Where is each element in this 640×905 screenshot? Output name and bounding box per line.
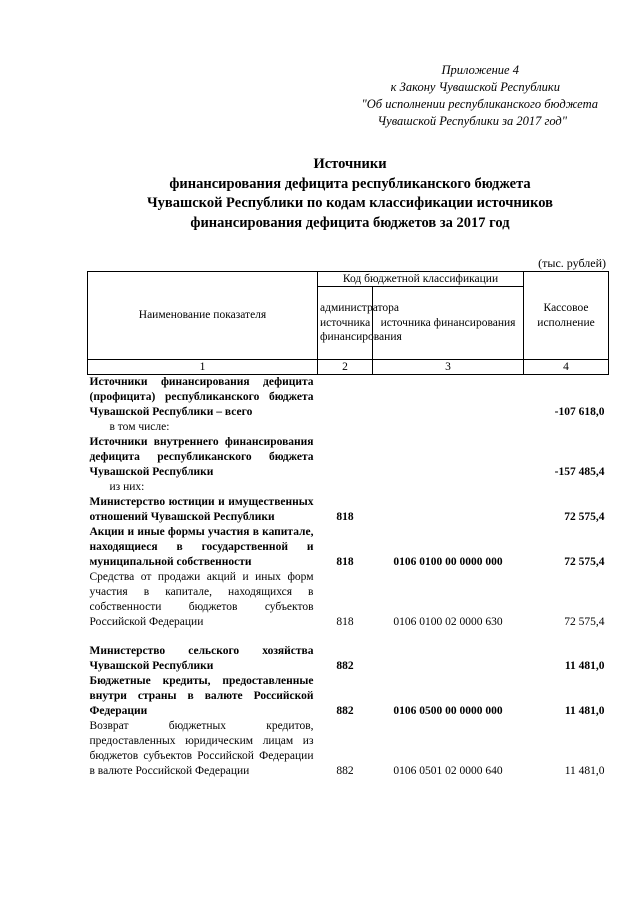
row-name: Источники внутреннего финансирования дефицита республиканского бюджета Чувашской Республики bbox=[89, 436, 314, 478]
table-row bbox=[88, 495, 609, 525]
row-admin-code: 818 bbox=[336, 616, 354, 628]
row-name: Бюджетные кредиты, предоставленные внутри страны в валюте Российской Федерации bbox=[89, 675, 314, 717]
table-row bbox=[88, 525, 609, 570]
row-name: Источники финансирования дефицита (профицита) республиканского бюджета Чувашской Республики – всего bbox=[89, 376, 314, 418]
row-cash-value bbox=[524, 420, 609, 435]
row-source-code bbox=[373, 435, 524, 480]
header-budget-code: Код бюджетной классификации bbox=[318, 272, 524, 287]
row-source-code bbox=[373, 480, 524, 495]
header-name: Наименование показателя bbox=[88, 272, 318, 360]
row-cash-value bbox=[524, 480, 609, 495]
row-name: Возврат бюджетных кредитов, предоставленных юридическим лицам из бюджетов субъектов Российской Федерации в валюте Российской Федерации bbox=[89, 720, 314, 777]
row-admin-code bbox=[318, 480, 373, 495]
table-row bbox=[88, 570, 609, 630]
row-source-code bbox=[373, 495, 524, 525]
table-row bbox=[88, 719, 609, 779]
row-cash-value: -107 618,0 bbox=[554, 406, 605, 418]
appendix-block bbox=[320, 62, 598, 130]
row-source-code bbox=[373, 644, 524, 674]
row-cash-value: 11 481,0 bbox=[564, 705, 605, 717]
header-admin: администратора источника финансирования bbox=[318, 287, 373, 360]
col-number-3: 3 bbox=[373, 360, 524, 375]
units-label: (тыс. рублей) bbox=[538, 256, 606, 270]
title-line-4: финансирования дефицита бюджетов за 2017 год bbox=[190, 214, 510, 231]
row-admin-code bbox=[318, 435, 373, 480]
document-title bbox=[80, 155, 620, 233]
financing-table bbox=[87, 271, 609, 779]
row-admin-code: 882 bbox=[336, 765, 354, 777]
row-source-code: 0106 0500 00 0000 000 bbox=[393, 705, 503, 717]
row-name: из них: bbox=[109, 481, 145, 493]
title-line-2: финансирования дефицита республиканского бюджета bbox=[169, 175, 531, 192]
row-name: в том числе: bbox=[109, 421, 170, 433]
row-admin-code bbox=[318, 420, 373, 435]
col-number-4: 4 bbox=[524, 360, 609, 375]
appendix-line-1: Приложение 4 bbox=[441, 63, 519, 77]
col-number-1: 1 bbox=[88, 360, 318, 375]
row-cash-value: 11 481,0 bbox=[564, 660, 605, 672]
row-admin-code: 882 bbox=[336, 660, 354, 672]
table-row bbox=[88, 435, 609, 480]
appendix-line-2: к Закону Чувашской Республики bbox=[390, 80, 560, 94]
row-cash-value: 72 575,4 bbox=[564, 556, 605, 568]
table-row bbox=[88, 644, 609, 674]
row-cash-value: -157 485,4 bbox=[554, 466, 605, 478]
row-source-code bbox=[373, 375, 524, 421]
header-cash: Кассовое исполнение bbox=[524, 272, 609, 360]
appendix-line-4: Чувашской Республики за 2017 год" bbox=[377, 114, 567, 128]
row-cash-value: 72 575,4 bbox=[564, 616, 605, 628]
table-row bbox=[88, 674, 609, 719]
col-number-2: 2 bbox=[318, 360, 373, 375]
header-source: источника финансирования bbox=[373, 287, 524, 360]
row-name: Министерство сельского хозяйства Чувашской Республики bbox=[89, 645, 314, 672]
row-source-code: 0106 0100 02 0000 630 bbox=[393, 616, 503, 628]
row-name: Министерство юстиции и имущественных отношений Чувашской Республики bbox=[89, 496, 314, 523]
row-admin-code: 818 bbox=[336, 511, 354, 523]
table-row bbox=[88, 375, 609, 421]
row-cash-value: 11 481,0 bbox=[564, 765, 605, 777]
appendix-line-3: "Об исполнении республиканского бюджета bbox=[361, 97, 598, 111]
row-source-code: 0106 0100 00 0000 000 bbox=[393, 556, 503, 568]
row-cash-value: 72 575,4 bbox=[564, 511, 605, 523]
table-row bbox=[88, 420, 609, 435]
title-line-3: Чувашской Республики по кодам классификации источников bbox=[147, 195, 553, 211]
row-admin-code: 818 bbox=[336, 556, 354, 568]
row-admin-code bbox=[318, 375, 373, 421]
row-source-code: 0106 0501 02 0000 640 bbox=[393, 765, 503, 777]
row-name: Средства от продажи акций и иных форм участия в капитале, находящихся в собственности бюджетов субъектов Российской Федерации bbox=[89, 571, 314, 628]
row-source-code bbox=[373, 420, 524, 435]
row-admin-code: 882 bbox=[336, 705, 354, 717]
title-line-1: Источники bbox=[313, 156, 387, 172]
row-name: Акции и иные формы участия в капитале, находящиеся в государственной и муниципальной собственности bbox=[89, 526, 314, 568]
table-body bbox=[88, 375, 609, 780]
table-row bbox=[88, 480, 609, 495]
row-spacer bbox=[88, 630, 609, 644]
